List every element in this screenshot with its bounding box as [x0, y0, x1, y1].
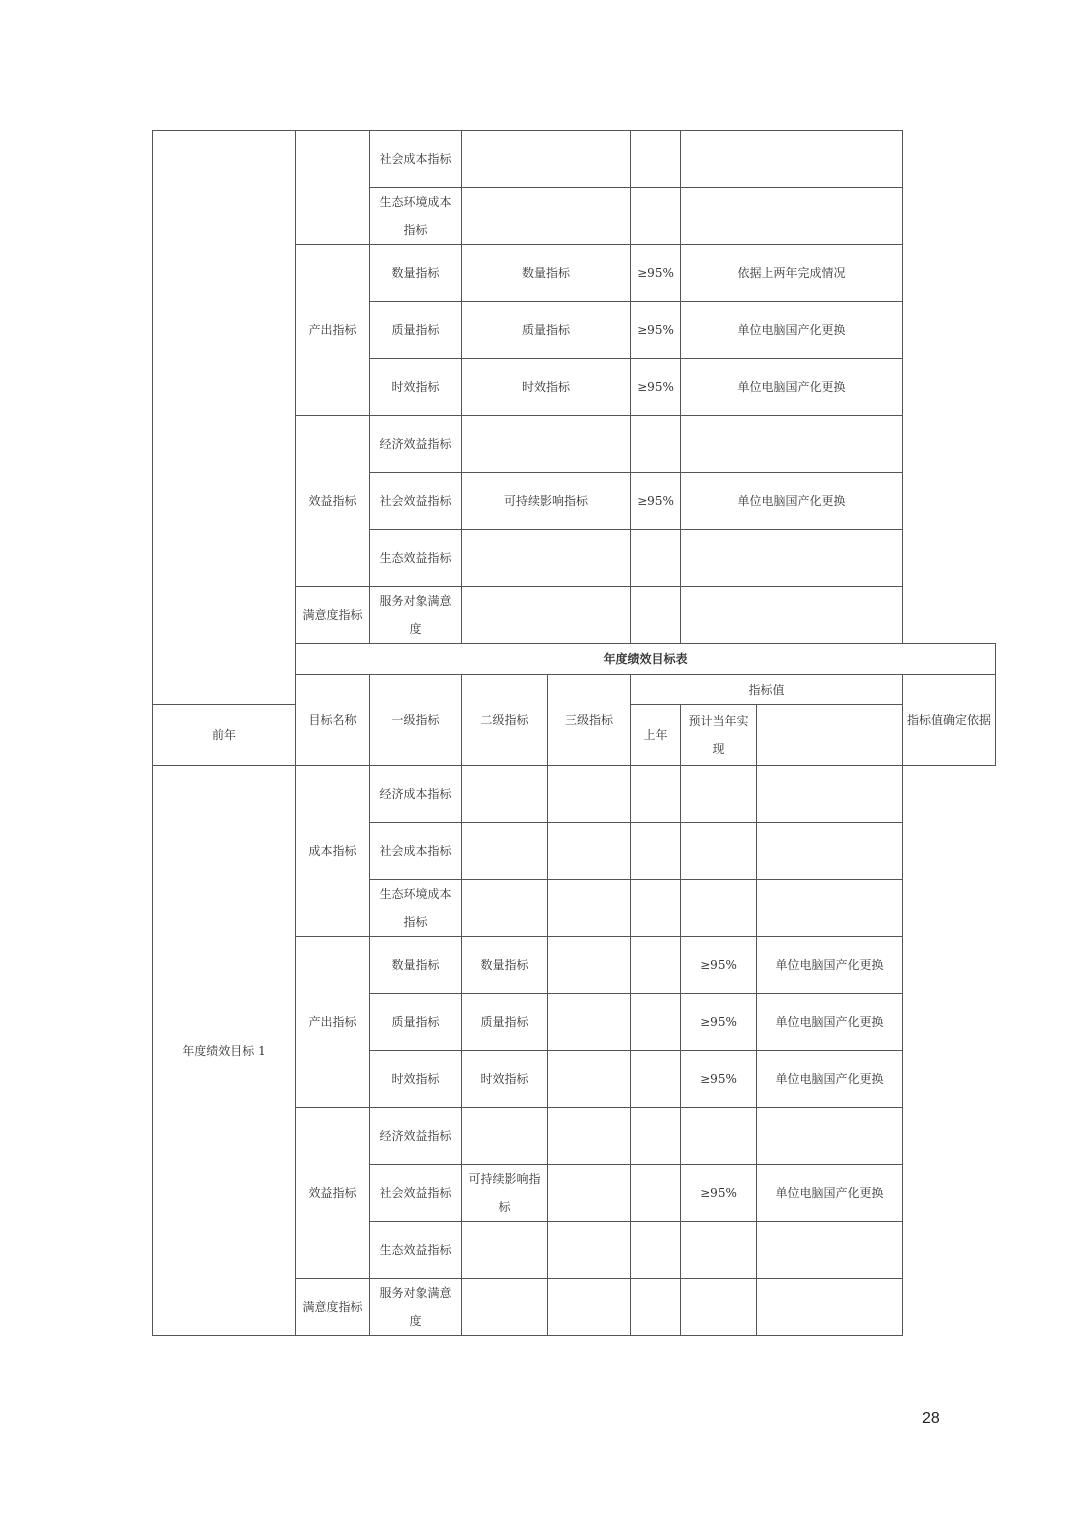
value-cell: ≥95% [631, 302, 681, 359]
last-year-cell [631, 1222, 681, 1279]
header-goal-name: 目标名称 [296, 675, 370, 766]
annual-table-title: 年度绩效目标表 [296, 644, 996, 675]
basis-cell [681, 587, 903, 644]
level3-cell [462, 131, 631, 188]
level1-cell-continued [296, 131, 370, 245]
level2-cell: 生态效益指标 [370, 530, 462, 587]
basis-cell: 单位电脑国产化更换 [757, 1051, 903, 1108]
level3-cell [462, 880, 548, 937]
level3-cell [462, 587, 631, 644]
level2-cell: 时效指标 [370, 1051, 462, 1108]
level3-cell [462, 188, 631, 245]
expected-cell [681, 1222, 757, 1279]
basis-cell [681, 131, 903, 188]
value-cell [631, 131, 681, 188]
level1-output: 产出指标 [296, 245, 370, 416]
level1-satisfaction: 满意度指标 [296, 1279, 370, 1336]
last-year-cell [631, 937, 681, 994]
prev-year-cell [548, 1279, 631, 1336]
level3-cell [462, 1108, 548, 1165]
level3-cell [462, 1222, 548, 1279]
expected-cell: ≥95% [681, 1165, 757, 1222]
header-level3: 三级指标 [548, 675, 631, 766]
value-cell [631, 416, 681, 473]
level2-cell: 时效指标 [370, 359, 462, 416]
level2-cell: 生态环境成本指标 [370, 188, 462, 245]
prev-year-cell [548, 823, 631, 880]
basis-cell: 单位电脑国产化更换 [681, 302, 903, 359]
level2-cell: 质量指标 [370, 302, 462, 359]
level2-cell: 服务对象满意度 [370, 1279, 462, 1336]
level3-cell: 数量指标 [462, 245, 631, 302]
level3-cell: 质量指标 [462, 994, 548, 1051]
expected-cell [681, 1279, 757, 1336]
basis-cell [757, 766, 903, 823]
level3-cell [462, 766, 548, 823]
level2-cell: 社会成本指标 [370, 131, 462, 188]
last-year-cell [631, 1051, 681, 1108]
basis-cell [681, 416, 903, 473]
page-number: 28 [922, 1410, 940, 1427]
expected-cell [681, 766, 757, 823]
value-cell: ≥95% [631, 359, 681, 416]
basis-cell [757, 1222, 903, 1279]
basis-cell [757, 823, 903, 880]
level2-cell: 服务对象满意度 [370, 587, 462, 644]
basis-cell: 单位电脑国产化更换 [757, 937, 903, 994]
header-prev-year: 前年 [153, 705, 296, 766]
performance-table [152, 130, 996, 1336]
last-year-cell [631, 1165, 681, 1222]
level2-cell: 社会成本指标 [370, 823, 462, 880]
prev-year-cell [548, 937, 631, 994]
basis-cell: 单位电脑国产化更换 [757, 994, 903, 1051]
level3-cell: 时效指标 [462, 1051, 548, 1108]
level3-cell: 可持续影响指标 [462, 473, 631, 530]
level2-cell: 生态效益指标 [370, 1222, 462, 1279]
header-expected: 预计当年实现 [681, 705, 757, 766]
level1-satisfaction: 满意度指标 [296, 587, 370, 644]
prev-year-cell [548, 1108, 631, 1165]
goal-name-cell: 年度绩效目标 1 [153, 766, 296, 1336]
prev-year-cell [548, 766, 631, 823]
level1-cost: 成本指标 [296, 766, 370, 937]
level2-cell: 经济成本指标 [370, 766, 462, 823]
level2-cell: 数量指标 [370, 937, 462, 994]
level2-cell: 社会效益指标 [370, 1165, 462, 1222]
last-year-cell [631, 994, 681, 1051]
value-cell [631, 587, 681, 644]
header-basis: 指标值确定依据 [903, 675, 996, 766]
basis-cell: 依据上两年完成情况 [681, 245, 903, 302]
last-year-cell [631, 1108, 681, 1165]
level3-cell [462, 530, 631, 587]
level3-cell: 数量指标 [462, 937, 548, 994]
header-last-year: 上年 [631, 705, 681, 766]
level3-cell [462, 1279, 548, 1336]
level2-cell: 质量指标 [370, 994, 462, 1051]
expected-cell [681, 1108, 757, 1165]
last-year-cell [631, 766, 681, 823]
level3-cell: 质量指标 [462, 302, 631, 359]
level2-cell: 社会效益指标 [370, 473, 462, 530]
level3-cell [462, 416, 631, 473]
header-level1: 一级指标 [370, 675, 462, 766]
header-value-group: 指标值 [631, 675, 903, 705]
basis-cell [757, 1108, 903, 1165]
value-cell [631, 530, 681, 587]
basis-cell [757, 880, 903, 937]
level1-output: 产出指标 [296, 937, 370, 1108]
prev-year-cell [548, 880, 631, 937]
basis-cell [681, 530, 903, 587]
expected-cell [681, 823, 757, 880]
value-cell [631, 188, 681, 245]
level2-cell: 经济效益指标 [370, 1108, 462, 1165]
basis-cell: 单位电脑国产化更换 [681, 473, 903, 530]
basis-cell: 单位电脑国产化更换 [757, 1165, 903, 1222]
last-year-cell [631, 1279, 681, 1336]
value-cell: ≥95% [631, 473, 681, 530]
basis-cell [681, 188, 903, 245]
expected-cell: ≥95% [681, 994, 757, 1051]
goal-cell-continued [153, 131, 296, 705]
prev-year-cell [548, 994, 631, 1051]
level3-cell: 时效指标 [462, 359, 631, 416]
prev-year-cell [548, 1222, 631, 1279]
last-year-cell [631, 823, 681, 880]
basis-cell: 单位电脑国产化更换 [681, 359, 903, 416]
level1-benefit: 效益指标 [296, 416, 370, 587]
value-cell: ≥95% [631, 245, 681, 302]
level2-cell: 生态环境成本指标 [370, 880, 462, 937]
prev-year-cell [548, 1051, 631, 1108]
expected-cell: ≥95% [681, 937, 757, 994]
prev-year-cell [548, 1165, 631, 1222]
level2-cell: 经济效益指标 [370, 416, 462, 473]
level1-benefit: 效益指标 [296, 1108, 370, 1279]
basis-cell [757, 1279, 903, 1336]
level3-cell [462, 823, 548, 880]
level2-cell: 数量指标 [370, 245, 462, 302]
header-level2: 二级指标 [462, 675, 548, 766]
last-year-cell [631, 880, 681, 937]
expected-cell [681, 880, 757, 937]
level3-cell: 可持续影响指标 [462, 1165, 548, 1222]
expected-cell: ≥95% [681, 1051, 757, 1108]
